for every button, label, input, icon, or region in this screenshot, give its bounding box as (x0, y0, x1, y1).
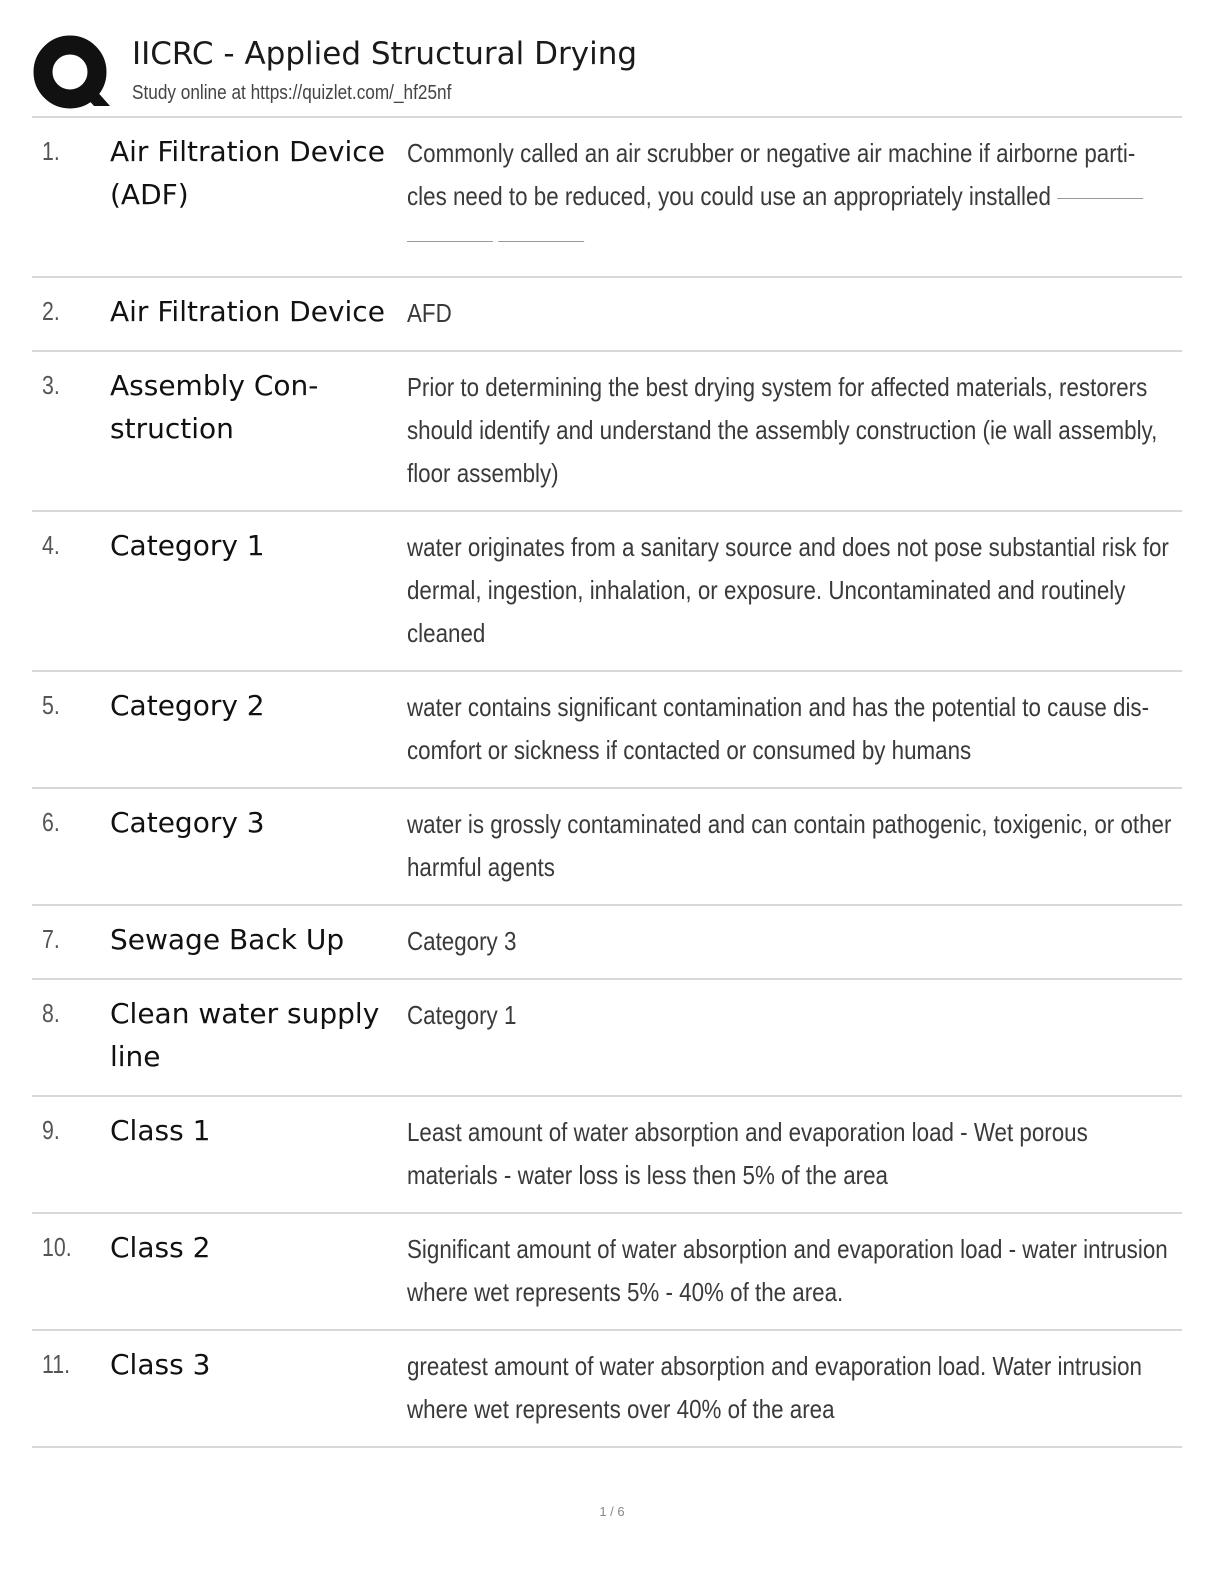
item-term: Class 3 (110, 1348, 211, 1381)
study-online-link-text: Study online at https://quizlet.com/_hf25nf (132, 82, 452, 104)
item-number: 2. (42, 296, 60, 326)
list-item (32, 278, 1182, 352)
list-item (32, 1331, 1182, 1448)
item-definition: Category 1 (407, 1000, 517, 1030)
list-item (32, 1097, 1182, 1214)
list-item (32, 1214, 1182, 1331)
item-number: 5. (42, 690, 60, 720)
item-number: 3. (42, 370, 60, 400)
item-definition (407, 132, 1177, 261)
item-term: Category 2 (110, 689, 265, 722)
list-item (32, 906, 1182, 980)
list-item (32, 352, 1182, 512)
item-term: Category 3 (110, 806, 265, 839)
item-definition: Significant amount of water absorption and evaporation load - water intrusion where wet represents 5% - 40% of the area. (407, 1234, 1168, 1307)
page-header (32, 32, 1182, 116)
item-definition: greatest amount of water absorption and evaporation load. Water intrusion where wet represents over 40% of the area (407, 1351, 1143, 1424)
item-number: 8. (42, 998, 60, 1028)
definition-text: Commonly called an air scrubber or negative air machine if airborne parti- cles need to be reduced, you could use an appropriately installed (407, 138, 1136, 211)
item-number: 7. (42, 924, 60, 954)
item-definition: water contains significant contamination and has the potential to cause dis- comfort or sickness if contacted or consumed by humans (407, 692, 1150, 765)
item-number: 9. (42, 1115, 60, 1145)
item-definition: water is grossly contaminated and can contain pathogenic, toxigenic, or other harmful agents (407, 809, 1172, 882)
item-term: Air Filtration Device (ADF) (110, 135, 385, 211)
item-term: Class 1 (110, 1114, 211, 1147)
item-definition: Prior to determining the best drying system for affected materials, restorers should identify and understand the assembly construction (ie wall assembly, floor assembly) (407, 372, 1158, 488)
page-number: 1 / 6 (599, 1504, 625, 1519)
fill-in-blank (1057, 197, 1143, 199)
list-item (32, 789, 1182, 906)
item-term: Class 2 (110, 1231, 211, 1264)
item-definition: Least amount of water absorption and evaporation load - Wet porous materials - water loss is less then 5% of the area (407, 1117, 1088, 1190)
item-number: 11. (42, 1349, 71, 1379)
list-item (32, 672, 1182, 789)
item-term: Assembly Con- struction (110, 369, 319, 445)
item-definition: AFD (407, 298, 452, 328)
item-number: 1. (42, 136, 60, 166)
page-title: IICRC - Applied Structural Drying (132, 36, 638, 72)
flashcard-list (32, 118, 1182, 1448)
item-number: 6. (42, 807, 60, 837)
item-term: Air Filtration Device (110, 295, 385, 328)
list-item (32, 512, 1182, 672)
fill-in-blank-line (407, 218, 1177, 261)
item-term: Category 1 (110, 529, 265, 562)
item-number: 10. (42, 1232, 72, 1262)
item-term: Sewage Back Up (110, 923, 345, 956)
list-item (32, 118, 1182, 278)
list-item (32, 980, 1182, 1097)
quizlet-logo-icon (32, 34, 112, 114)
item-definition: water originates from a sanitary source and does not pose substantial risk for dermal, ingestion, inhalation, or exposure. Uncontaminated and routinely cleaned (407, 532, 1169, 648)
item-term: Clean water supply line (110, 997, 380, 1073)
item-number: 4. (42, 530, 60, 560)
item-definition: Category 3 (407, 926, 517, 956)
